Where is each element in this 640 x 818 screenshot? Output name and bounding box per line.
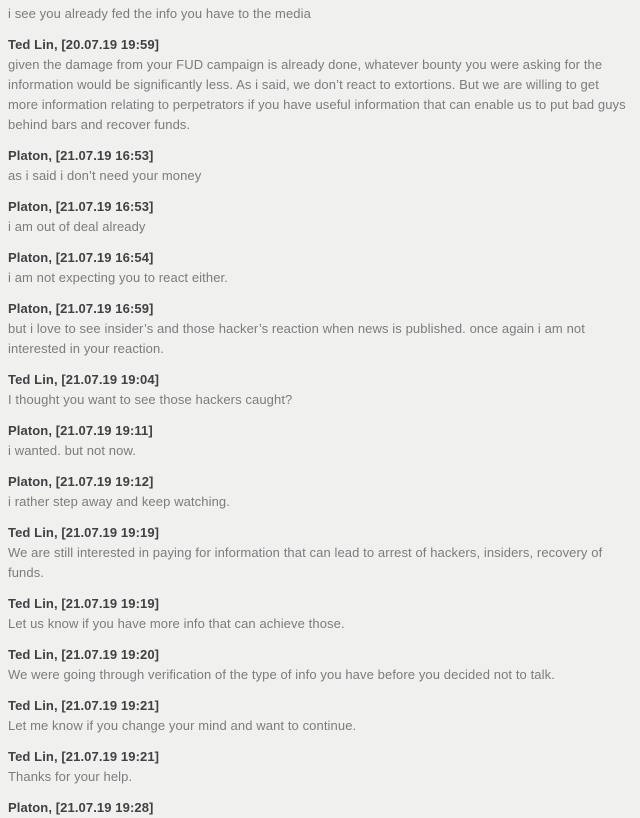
message-text: i am out of deal already bbox=[8, 219, 146, 234]
message-text: We were going through verification of the type of info you have before you decided not to talk. bbox=[8, 667, 555, 682]
message-sender-timestamp: Platon, [21.07.19 16:53] bbox=[8, 148, 154, 163]
message-sender-timestamp: Ted Lin, [21.07.19 19:21] bbox=[8, 698, 160, 713]
chat-message bbox=[8, 645, 632, 685]
message-text: I thought you want to see those hackers caught? bbox=[8, 392, 293, 407]
message-text: but i love to see insider’s and those hacker’s reaction when news is published. once again i am not interested in your reaction. bbox=[8, 321, 585, 356]
message-text: i wanted. but not now. bbox=[8, 443, 136, 458]
message-sender-timestamp: Ted Lin, [21.07.19 19:04] bbox=[8, 372, 160, 387]
chat-message bbox=[8, 747, 632, 787]
message-text: given the damage from your FUD campaign is already done, whatever bounty you were asking for the information would be significantly less. As i said, we don’t react to extortions. But we are willing to get more information relating to perpetrators if you have useful information that can enable us to put bad guys behind bars and recover funds. bbox=[8, 57, 626, 132]
message-sender-timestamp: Ted Lin, [21.07.19 19:19] bbox=[8, 525, 160, 540]
message-sender-timestamp: Ted Lin, [21.07.19 19:21] bbox=[8, 749, 160, 764]
chat-message bbox=[8, 594, 632, 634]
message-sender-timestamp: Platon, [21.07.19 19:11] bbox=[8, 423, 153, 438]
chat-message bbox=[8, 248, 632, 288]
chat-message bbox=[8, 472, 632, 512]
chat-message bbox=[8, 299, 632, 359]
chat-message bbox=[8, 523, 632, 583]
message-text: i am not expecting you to react either. bbox=[8, 270, 228, 285]
chat-message bbox=[8, 146, 632, 186]
message-sender-timestamp: Platon, [21.07.19 16:59] bbox=[8, 301, 154, 316]
message-text: i see you already fed the info you have to the media bbox=[8, 6, 311, 21]
chat-message bbox=[8, 421, 632, 461]
message-sender-timestamp: Ted Lin, [20.07.19 19:59] bbox=[8, 37, 160, 52]
message-sender-timestamp: Platon, [21.07.19 19:12] bbox=[8, 474, 154, 489]
chat-message bbox=[8, 35, 632, 135]
message-sender-timestamp: Ted Lin, [21.07.19 19:20] bbox=[8, 647, 160, 662]
message-text: Thanks for your help. bbox=[8, 769, 133, 784]
message-text: i rather step away and keep watching. bbox=[8, 494, 230, 509]
chat-message bbox=[8, 798, 632, 818]
message-text: as i said i don’t need your money bbox=[8, 168, 202, 183]
message-sender-timestamp: Ted Lin, [21.07.19 19:19] bbox=[8, 596, 160, 611]
message-text: Let me know if you change your mind and want to continue. bbox=[8, 718, 357, 733]
message-sender-timestamp: Platon, [21.07.19 16:53] bbox=[8, 199, 154, 214]
chat-message bbox=[8, 197, 632, 237]
message-sender-timestamp: Platon, [21.07.19 19:28] bbox=[8, 800, 154, 815]
chat-message bbox=[8, 696, 632, 736]
message-text: We are still interested in paying for information that can lead to arrest of hackers, insiders, recovery of funds. bbox=[8, 545, 603, 580]
message-text: Let us know if you have more info that can achieve those. bbox=[8, 616, 345, 631]
chat-message bbox=[8, 370, 632, 410]
chat-message bbox=[8, 4, 632, 24]
message-sender-timestamp: Platon, [21.07.19 16:54] bbox=[8, 250, 154, 265]
